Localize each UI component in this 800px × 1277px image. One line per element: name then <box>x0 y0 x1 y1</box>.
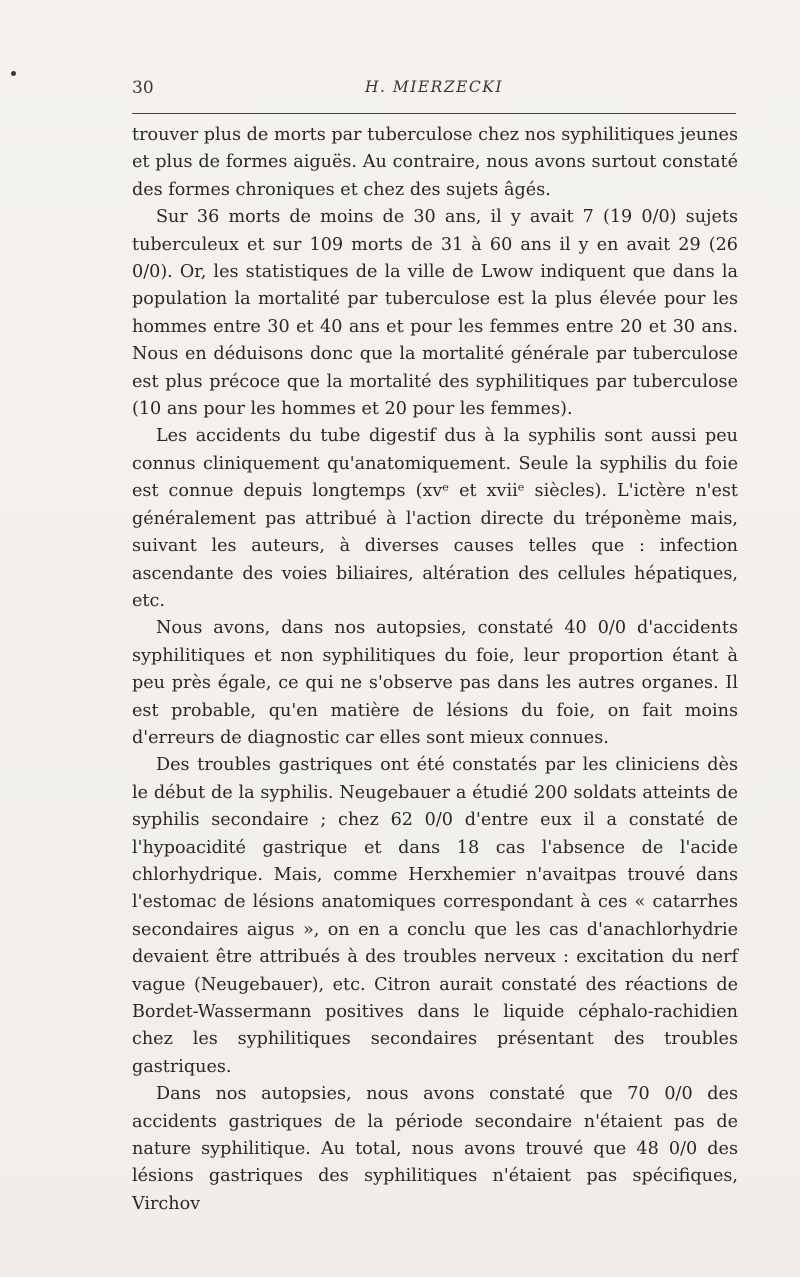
paragraph-4: Nous avons, dans nos autopsies, constaté 40 0/0 d'accidents syphilitiques et non syphilitiques du foie, leur proportion étant à peu près égale, ce qui ne s'observe pas dans les autres organes. Il est probable, qu'en matière de lésions du foie, on fait moins d'erreurs de diagnostic car elles sont mieux connues. <box>132 618 738 748</box>
margin-ink-dot <box>11 71 16 76</box>
paragraph-3: Les accidents du tube digestif dus à la syphilis sont aussi peu connus cliniquement qu'anatomiquement. Seule la syphilis du foie est connue depuis longtemps (xvᵉ et xviiᵉ siècles). L'ictère n'est généralement pas attribué à l'action directe du tréponème mais, suivant les auteurs, à diverses causes telles que : infection ascendante des voies biliaires, altération des cellules hépatiques, etc. <box>132 426 738 611</box>
header-rule <box>132 113 736 114</box>
paragraph-5: Des troubles gastriques ont été constatés par les cliniciens dès le début de la syphilis. Neugebauer a étudié 200 soldats atteints de syphilis secondaire ; chez 62 0/0 d'entre eux il a constaté de l'hypoacidité gastrique et dans 18 cas l'absence de l'acide chlorhydrique. Mais, comme Herxhemier n'avaitpas trouvé dans l'estomac de lésions anatomiques correspondant à ces « catarrhes secondaires aigus », on en a conclu que les cas d'anachlorhydrie devaient être attribués à des troubles nerveux : excitation du nerf vague (Neugebauer), etc. Citron aurait constaté des réactions de Bordet-Wassermann positives dans le liquide céphalo-rachidien chez les syphilitiques secondaires présentant des troubles gastriques. <box>132 755 738 1077</box>
page-number: 30 <box>132 78 154 98</box>
running-title: H. MIERZECKI <box>365 78 503 96</box>
paragraph-1: trouver plus de morts par tuberculose chez nos syphilitiques jeunes et plus de formes aiguës. Au contraire, nous avons surtout constaté des formes chroniques et chez des sujets âgés. <box>132 125 738 200</box>
paragraph-2: Sur 36 morts de moins de 30 ans, il y avait 7 (19 0/0) sujets tuberculeux et sur 109 morts de 31 à 60 ans il y en avait 29 (26 0/0). Or, les statistiques de la ville de Lwow indiquent que dans la population la mortalité par tuberculose est la plus élevée pour les hommes entre 30 et 40 ans et pour les femmes entre 20 et 30 ans. Nous en déduisons donc que la mortalité générale par tuberculose est plus précoce que la mortalité des syphilitiques par tuberculose (10 ans pour les hommes et 20 pour les femmes). <box>132 207 738 420</box>
page-header <box>132 76 736 104</box>
paragraph-6: Dans nos autopsies, nous avons constaté que 70 0/0 des accidents gastriques de la période secondaire n'étaient pas de nature syphilitique. Au total, nous avons trouvé que 48 0/0 des lésions gastriques des syphilitiques n'étaient pas spécifiques, Virchov <box>132 1084 738 1214</box>
body-text <box>132 122 738 1218</box>
